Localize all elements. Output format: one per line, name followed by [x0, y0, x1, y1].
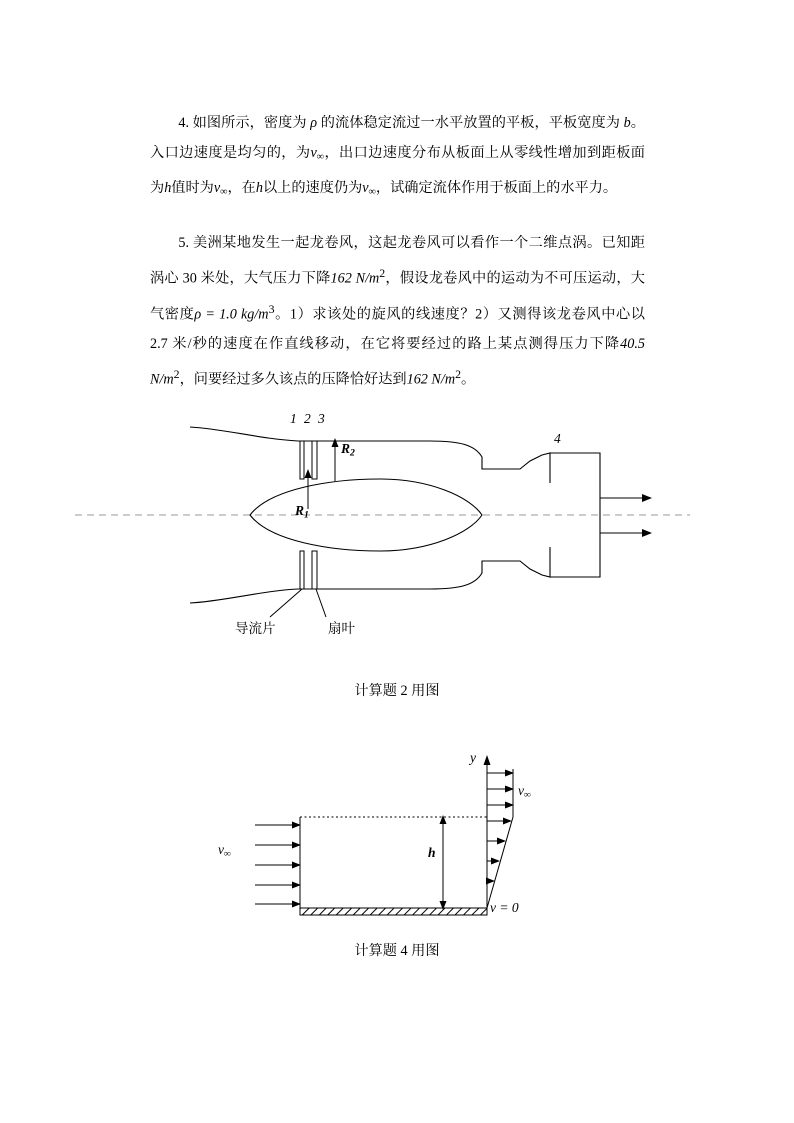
figure-2-caption: 计算题 4 用图 — [354, 943, 440, 959]
outlet-arrow-lower-head — [642, 529, 652, 537]
q5-text-6: 风中心以 2.7 米/秒的速度在作直线移动，在它将要经过的路上某点测得压力 — [150, 306, 645, 353]
q5-text-1: 5. 美洲某地发生一起龙卷风，这起龙卷风可以看作一个二维点涡。已知 — [178, 235, 631, 251]
R1-arrow-head — [305, 469, 312, 478]
question-5-block — [150, 228, 645, 395]
q4-text-7: ，在 — [227, 179, 256, 196]
q4-vinf-2: v — [213, 179, 221, 196]
figure-2-svg — [200, 745, 600, 935]
fan-blade-label: 扇叶 — [328, 621, 355, 636]
guide-vane-label: 导流片 — [235, 621, 276, 636]
q4-text-4: ，出口边速度分布从板面上从零线性增加到 — [324, 145, 602, 161]
q4-vinf-1: v — [310, 145, 317, 161]
q4-vinf-3-sub: ∞ — [368, 186, 376, 198]
q5-text-5: 。1）求该处的旋风的线速度？2）又测得该龙卷 — [274, 306, 587, 323]
q5-density-value: ρ = 1.0 kg/m — [194, 306, 269, 323]
question-4-paragraph — [150, 108, 645, 207]
upper-outlet-wall — [550, 453, 600, 483]
q4-b-symbol: b — [623, 115, 631, 131]
guide-vane-blade-upper — [300, 441, 304, 479]
q5-text-4: 动，大气密度 — [150, 270, 645, 323]
R1-subscript: 1 — [304, 509, 309, 521]
station-label-1: 1 — [290, 411, 297, 426]
v-infinity-top-sub: ∞ — [524, 789, 531, 801]
guide-vane-blade-lower — [300, 551, 304, 589]
q4-rho-symbol: ρ — [310, 115, 318, 131]
v-infinity-left-label: $v_\infty$ — [218, 842, 231, 860]
lower-outer-wall — [190, 547, 550, 603]
q5-value-405: 40.5 N/m — [150, 336, 645, 389]
q5-text-2: 距涡心 30 米处，大气压力下降 — [150, 235, 645, 287]
inlet-velocity-arrows — [255, 822, 301, 908]
v-infinity-left-sub: ∞ — [224, 848, 231, 860]
fan-blade-leader — [316, 589, 326, 617]
q4-vinf-3: v — [362, 179, 369, 196]
q4-text-1: 4. 如图所示，密度为 — [178, 115, 311, 131]
q4-text-9: ，试确定流体作用于板面上的 — [375, 179, 561, 196]
q4-h-1: h — [164, 179, 172, 196]
R2-subscript: 2 — [350, 447, 355, 459]
station-label-4: 4 — [554, 431, 561, 446]
q5-value-162-a: 162 N/m — [330, 270, 380, 287]
R2-label: $R_2$ — [341, 441, 355, 459]
q4-text-5: 距板面为 — [150, 145, 645, 196]
lower-outlet-wall — [550, 547, 600, 577]
q4-text-10: 水平力。 — [560, 179, 618, 196]
question-4-block — [150, 108, 645, 207]
upper-outer-wall — [190, 427, 550, 483]
h-label: h — [428, 845, 436, 860]
flat-plate — [300, 908, 487, 915]
q5-sup-3: 3 — [268, 301, 275, 316]
q4-text-8: 以上的速度仍为 — [262, 179, 363, 196]
fan-blade-upper — [312, 441, 317, 479]
y-axis-label: y — [470, 750, 476, 765]
q5-text-9: 。 — [461, 372, 476, 389]
station-label-3: 3 — [318, 411, 325, 426]
figure-1-duct-diagram — [130, 405, 670, 635]
q4-text-3: 。入口边速度是均匀的，为 — [150, 115, 645, 161]
q4-h-2: h — [255, 179, 263, 196]
q5-sup-2-a: 2 — [379, 266, 386, 280]
v-infinity-top-label: $v_\infty$ — [518, 783, 531, 801]
q5-text-3: ，假设龙卷风中的运动为不可压运 — [385, 270, 602, 287]
R2-arrow-head — [332, 438, 339, 447]
q5-sup-2-c: 2 — [455, 367, 461, 382]
q4-vinf-1-sub: ∞ — [316, 151, 325, 163]
figure-1-svg — [130, 405, 670, 635]
q5-text-8: ，问要经过多久该点的压降恰好达到 — [179, 372, 407, 389]
fan-blade-lower — [312, 551, 317, 589]
question-5-paragraph — [150, 228, 645, 395]
q5-value-162-b: 162 N/m — [406, 372, 456, 389]
guide-vane-leader — [270, 589, 302, 617]
h-arrow-head-top — [440, 815, 447, 824]
outlet-arrow-upper-head — [642, 494, 652, 502]
y-axis-arrow-head — [484, 755, 491, 765]
q5-sup-2-b: 2 — [173, 367, 180, 382]
station-label-2: 2 — [304, 411, 311, 426]
q4-text-6: 值时为 — [171, 179, 214, 196]
velocity-profile-linear — [487, 817, 513, 908]
R1-label: $R_1$ — [295, 503, 309, 521]
v-zero-label: v = 0 — [490, 900, 519, 915]
figure-1-caption: 计算题 2 用图 — [354, 683, 440, 699]
q4-text-2: 的流体稳定流过一水平放置的平板，平板宽度为 — [317, 115, 621, 131]
q4-vinf-2-sub: ∞ — [220, 186, 228, 198]
q5-text-7: 下降 — [589, 336, 621, 353]
figure-2-flat-plate-diagram — [200, 745, 600, 935]
